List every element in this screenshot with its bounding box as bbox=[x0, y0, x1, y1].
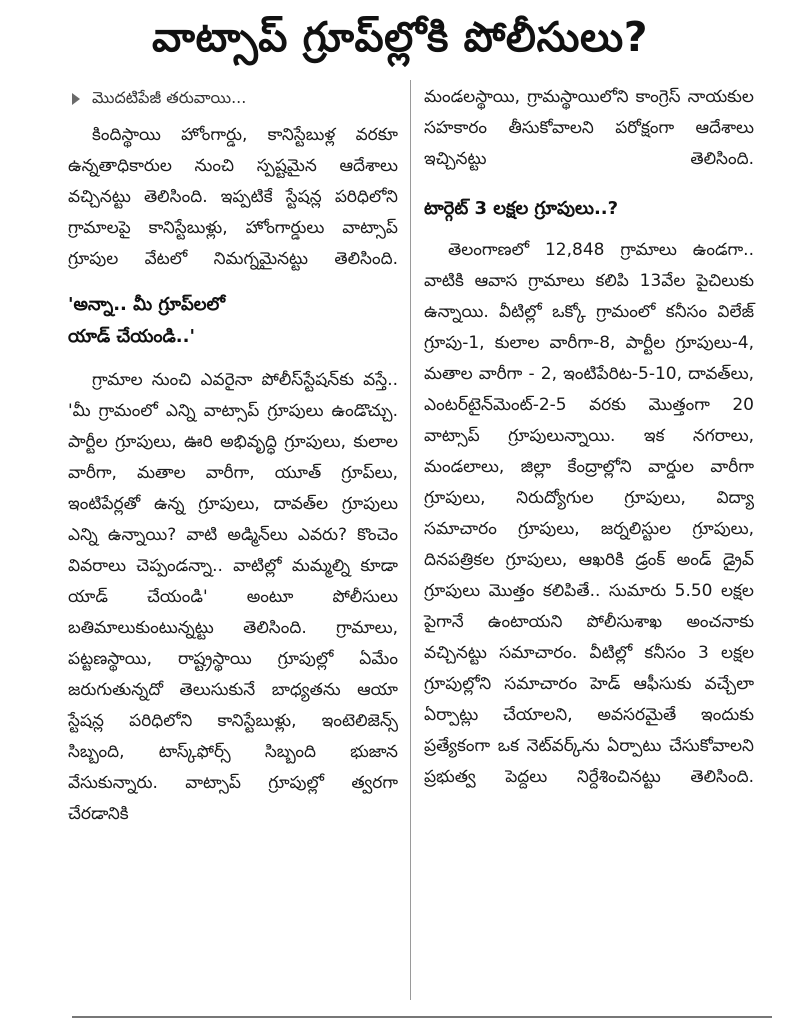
headline: వాట్సాప్ గ్రూప్‌ల్లోకి పోలీసులు? bbox=[152, 13, 648, 61]
subhead-line-1: 'అన్నా.. మీ గ్రూప్‌లలో bbox=[68, 294, 226, 315]
left-para-2: గ్రామాల నుంచి ఎవరైనా పోలీస్‌స్టేషన్‌కు వస్తే.. 'మీ గ్రామంలో ఎన్ని వాట్సాప్ గ్రూపులు ఉండొచ్చు. పార్టీల గ్రూపులు, ఊరి అభివృద్ధి గ్రూపులు, కులాల వారీగా, మతాల వారీగా, యూత్ గ్రూప్‌లు, ఇంటిపేర్లతో ఉన్న గ్రూపులు, దావత్‌ల గ్రూపులు ఎన్ని ఉన్నాయి? వాటి అడ్మిన్‌లు ఎవరు? కొంచెం వివరాలు చెప్పండన్నా.. వాటిల్లో మమ్మల్ని కూడా యాడ్ చేయండి' అంటూ పోలీసులు బతిమాలుకుంటున్నట్టు తెలిసింది. గ్రామాలు, పట్టణస్థాయి, రాష్ట్రస్థాయి గ్రూపుల్లో ఏమేం జరుగుతున్నదో తెలుసుకునే బాధ్యతను ఆయా స్టేషన్ల పరిధిలోని కానిస్టేబుళ్లు, ఇంటెలిజెన్స్ సిబ్బంది, టాస్క్‌ఫోర్స్ సిబ్బంది భుజాన వేసుకున్నారు. వాట్సాప్ గ్రూపుల్లో త్వరగా చేరడానికి bbox=[68, 370, 398, 824]
column-divider bbox=[410, 80, 411, 1000]
bottom-rule bbox=[72, 1016, 772, 1018]
kicker bbox=[68, 82, 398, 116]
right-subhead: టార్గెట్ 3 లక్షల గ్రూపులు..? bbox=[424, 198, 619, 219]
right-para-2: తెలంగాణలో 12,848 గ్రామాలు ఉండగా.. వాటికి ఆవాస గ్రామాలు కలిపి 13వేల పైచిలుకు ఉన్నాయి. వీటిల్లో ఒక్కో గ్రామంలో కనీసం విలేజ్ గ్రూపు-1, కులాల వారీగా-8, పార్టీల గ్రూపులు-4, మతాల వారీగా - 2, ఇంటిపేరిట-5-10, దావత్‌లు, ఎంటర్‌టైన్‌మెంట్-2-5 వరకు మొత్తంగా 20 వాట్సాప్ గ్రూపులున్నాయి. ఇక నగరాలు, మండలాలు, జిల్లా కేంద్రాల్లోని వార్డుల వారీగా గ్రూపులు, నిరుద్యోగుల గ్రూపులు, విద్యా సమాచారం గ్రూపులు, జర్నలిస్టుల గ్రూపులు, దినపత్రికల గ్రూపులు, ఆఖరికి డ్రంక్ అండ్ డ్రైవ్ గ్రూపులు మొత్తం కలిపితే.. సుమారు 5.50 లక్షల పైగానే ఉంటాయని పోలీసుశాఖ అంచనాకు వచ్చినట్టు సమాచారం. వీటిల్లో కనీసం 3 లక్షల గ్రూపుల్లోని సమాచారం హెడ్ ఆఫీసుకు వచ్చేలా ఏర్పాట్లు చేయాలని, అవసరమైతే ఇందుకు ప్రత్యేకంగా ఒక నెట్‌వర్క్‌ను ఏర్పాటు చేసుకోవాలని ప్రభుత్వ పెద్దలు నిర్దేశించినట్టు తెలిసింది. bbox=[424, 240, 754, 787]
chevron-right-icon bbox=[68, 91, 84, 107]
subhead-line-2: యాడ్ చేయండి..' bbox=[68, 326, 195, 347]
kicker-text: మొదటిపేజీ తరువాయి... bbox=[92, 87, 247, 107]
left-column bbox=[68, 82, 398, 830]
right-para-1: మండలస్థాయి, గ్రామస్థాయిలోని కాంగ్రెస్ నాయకుల సహకారం తీసుకోవాలని పరోక్షంగా ఆదేశాలు ఇచ్చినట్టు తెలిసింది. bbox=[424, 87, 754, 169]
left-para-1: కిందిస్థాయి హోంగార్డు, కానిస్టేబుళ్ల వరకూ ఉన్నతాధికారుల నుంచి స్పష్టమైన ఆదేశాలు వచ్చినట్టు తెలిసింది. ఇప్పటికే స్టేషన్ల పరిధిలోని గ్రామాలపై కానిస్టేబుళ్లు, హోంగార్డులు వాట్సాప్ గ్రూపుల వేటలో నిమగ్నమైనట్టు తెలిసింది. bbox=[68, 125, 398, 269]
right-column bbox=[424, 82, 754, 793]
